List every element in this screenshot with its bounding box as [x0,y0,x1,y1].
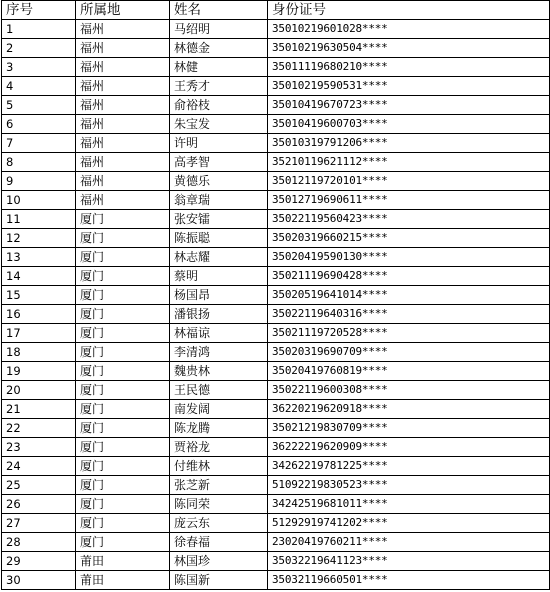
cell-name: 陈振聪 [170,229,268,248]
cell-name: 许明 [170,134,268,153]
cell-location: 厦门 [76,495,170,514]
table-row [2,153,550,172]
table-row [2,571,550,590]
cell-id-number: 35210119621112**** [268,153,550,172]
cell-seq: 29 [2,552,76,571]
cell-id-number: 35010319791206**** [268,134,550,153]
table-row [2,96,550,115]
cell-name: 张芝新 [170,476,268,495]
table-row [2,248,550,267]
cell-location: 厦门 [76,324,170,343]
header-seq: 序号 [2,1,76,20]
cell-seq: 19 [2,362,76,381]
id-list-table [1,0,550,590]
cell-id-number: 35020319660215**** [268,229,550,248]
cell-name: 林福谅 [170,324,268,343]
cell-seq: 26 [2,495,76,514]
cell-seq: 15 [2,286,76,305]
cell-id-number: 35022119560423**** [268,210,550,229]
cell-seq: 24 [2,457,76,476]
cell-location: 厦门 [76,476,170,495]
cell-name: 陈国新 [170,571,268,590]
cell-seq: 2 [2,39,76,58]
cell-seq: 11 [2,210,76,229]
cell-name: 魏贵林 [170,362,268,381]
cell-id-number: 35022119640316**** [268,305,550,324]
cell-id-number: 35012119720101**** [268,172,550,191]
cell-name: 林健 [170,58,268,77]
cell-id-number: 35020319690709**** [268,343,550,362]
cell-id-number: 51092219830523**** [268,476,550,495]
cell-seq: 22 [2,419,76,438]
cell-id-number: 35010419600703**** [268,115,550,134]
table-row [2,438,550,457]
cell-location: 福州 [76,172,170,191]
table-row [2,134,550,153]
table-row [2,39,550,58]
cell-location: 莆田 [76,552,170,571]
cell-name: 潘银扬 [170,305,268,324]
cell-id-number: 51292919741202**** [268,514,550,533]
header-location: 所属地 [76,1,170,20]
cell-name: 蔡明 [170,267,268,286]
table-row [2,115,550,134]
cell-id-number: 35010419670723**** [268,96,550,115]
cell-seq: 13 [2,248,76,267]
cell-seq: 16 [2,305,76,324]
cell-seq: 8 [2,153,76,172]
cell-seq: 6 [2,115,76,134]
table-row [2,381,550,400]
table-row [2,191,550,210]
cell-id-number: 23020419760211**** [268,533,550,552]
cell-id-number: 35012719690611**** [268,191,550,210]
cell-location: 厦门 [76,514,170,533]
cell-location: 莆田 [76,571,170,590]
table-row [2,305,550,324]
cell-seq: 4 [2,77,76,96]
cell-seq: 9 [2,172,76,191]
cell-name: 付维林 [170,457,268,476]
cell-name: 南发阔 [170,400,268,419]
table-row [2,267,550,286]
table-row [2,419,550,438]
cell-location: 福州 [76,20,170,39]
cell-id-number: 35032119660501**** [268,571,550,590]
cell-location: 福州 [76,134,170,153]
cell-location: 厦门 [76,286,170,305]
table-row [2,286,550,305]
cell-location: 厦门 [76,457,170,476]
cell-seq: 18 [2,343,76,362]
table-row [2,324,550,343]
cell-seq: 30 [2,571,76,590]
cell-seq: 25 [2,476,76,495]
cell-name: 李清鸿 [170,343,268,362]
table-row [2,77,550,96]
cell-location: 厦门 [76,381,170,400]
cell-location: 厦门 [76,533,170,552]
cell-location: 厦门 [76,419,170,438]
cell-id-number: 34262219781225**** [268,457,550,476]
cell-id-number: 35011119680210**** [268,58,550,77]
header-id-number: 身份证号 [268,1,550,20]
table-row [2,172,550,191]
cell-id-number: 35010219601028**** [268,20,550,39]
header-row [2,1,550,20]
cell-id-number: 35020419590130**** [268,248,550,267]
table-row [2,457,550,476]
cell-id-number: 35021219830709**** [268,419,550,438]
cell-seq: 1 [2,20,76,39]
cell-seq: 12 [2,229,76,248]
cell-seq: 28 [2,533,76,552]
table-row [2,58,550,77]
table-row [2,362,550,381]
cell-id-number: 36222219620909**** [268,438,550,457]
cell-location: 厦门 [76,438,170,457]
cell-id-number: 35022119600308**** [268,381,550,400]
table-row [2,476,550,495]
cell-name: 林国珍 [170,552,268,571]
cell-location: 厦门 [76,305,170,324]
cell-seq: 14 [2,267,76,286]
cell-name: 徐春福 [170,533,268,552]
cell-location: 福州 [76,77,170,96]
cell-location: 福州 [76,153,170,172]
header-name: 姓名 [170,1,268,20]
cell-name: 陈同荣 [170,495,268,514]
cell-name: 林德金 [170,39,268,58]
cell-name: 马绍明 [170,20,268,39]
cell-name: 翁章瑞 [170,191,268,210]
cell-seq: 10 [2,191,76,210]
table-row [2,400,550,419]
cell-id-number: 36220219620918**** [268,400,550,419]
cell-location: 福州 [76,191,170,210]
cell-id-number: 35032219641123**** [268,552,550,571]
cell-location: 厦门 [76,343,170,362]
table-row [2,533,550,552]
cell-name: 贾裕龙 [170,438,268,457]
table-row [2,20,550,39]
cell-location: 厦门 [76,248,170,267]
cell-name: 王秀才 [170,77,268,96]
cell-location: 福州 [76,115,170,134]
table-row [2,552,550,571]
cell-name: 高孝智 [170,153,268,172]
cell-id-number: 35010219630504**** [268,39,550,58]
cell-name: 庞云东 [170,514,268,533]
cell-location: 厦门 [76,210,170,229]
cell-location: 厦门 [76,229,170,248]
cell-location: 福州 [76,58,170,77]
cell-id-number: 35010219590531**** [268,77,550,96]
cell-seq: 27 [2,514,76,533]
cell-id-number: 35021119690428**** [268,267,550,286]
cell-seq: 5 [2,96,76,115]
table-row [2,514,550,533]
cell-id-number: 35020519641014**** [268,286,550,305]
cell-name: 陈龙腾 [170,419,268,438]
cell-seq: 3 [2,58,76,77]
cell-location: 厦门 [76,267,170,286]
cell-location: 福州 [76,39,170,58]
cell-location: 福州 [76,96,170,115]
cell-seq: 20 [2,381,76,400]
cell-seq: 7 [2,134,76,153]
cell-name: 黄德乐 [170,172,268,191]
cell-name: 朱宝发 [170,115,268,134]
cell-seq: 23 [2,438,76,457]
cell-name: 俞裕枝 [170,96,268,115]
cell-location: 厦门 [76,400,170,419]
table-row [2,229,550,248]
cell-name: 杨国昂 [170,286,268,305]
cell-location: 厦门 [76,362,170,381]
cell-id-number: 35021119720528**** [268,324,550,343]
cell-name: 张安镭 [170,210,268,229]
table-body [2,1,550,590]
cell-name: 王民德 [170,381,268,400]
table-row [2,495,550,514]
cell-seq: 21 [2,400,76,419]
table-row [2,210,550,229]
cell-id-number: 35020419760819**** [268,362,550,381]
table-row [2,343,550,362]
cell-id-number: 34242519681011**** [268,495,550,514]
cell-seq: 17 [2,324,76,343]
cell-name: 林志耀 [170,248,268,267]
